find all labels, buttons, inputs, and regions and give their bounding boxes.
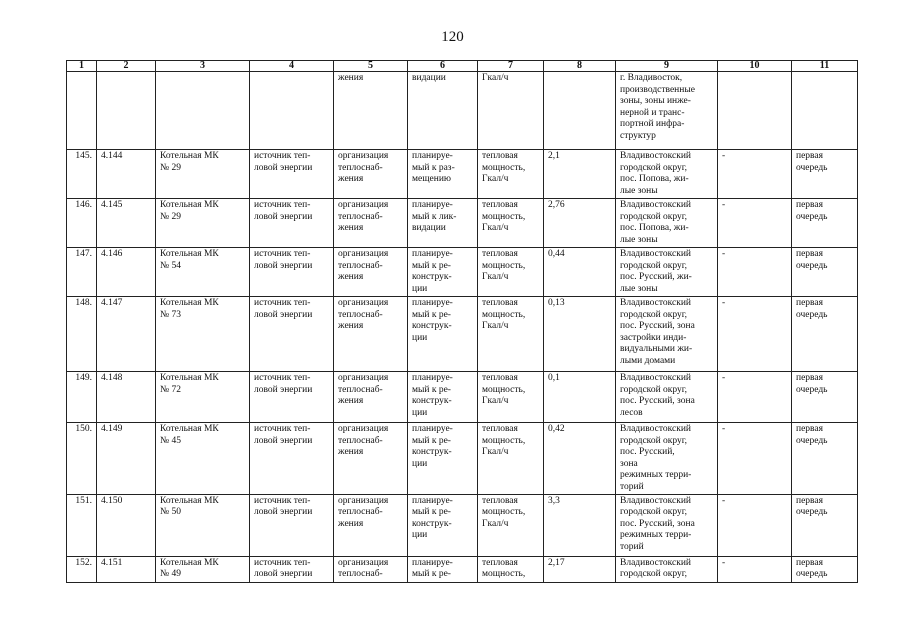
table-cell <box>156 556 250 582</box>
cell-text: г. Владивосток, производственные зоны, зоны инже- нерной и транс- портной инфра- структур <box>620 73 695 141</box>
cell-text: - <box>722 424 726 434</box>
cell-text: 2,1 <box>548 151 560 161</box>
cell-text: Котельная МК № 72 <box>160 373 219 395</box>
cell-text: тепловая мощность, Гкал/ч <box>482 495 526 529</box>
table-cell <box>718 423 792 495</box>
cell-text: Владивостокский городской округ, пос. Русский, зона лесов <box>620 373 695 418</box>
cell-text: источник теп- ловой энергии <box>254 200 313 222</box>
table-cell <box>478 150 544 199</box>
cell-text: планируе- мый к лик- видации <box>412 200 457 234</box>
table-cell <box>544 248 616 297</box>
table-cell <box>156 199 250 248</box>
cell-text: - <box>722 495 726 506</box>
table-row <box>67 297 858 372</box>
cell-text: видации <box>412 73 446 83</box>
cell-text: 3,3 <box>548 495 560 506</box>
cell-text: - <box>722 373 726 383</box>
table-cell <box>334 199 408 248</box>
table-cell <box>250 199 334 248</box>
data-table <box>66 60 858 583</box>
table-cell <box>478 556 544 582</box>
cell-text: - <box>722 249 726 259</box>
cell-text: первая очередь <box>796 200 828 222</box>
cell-text: Котельная МК № 29 <box>160 200 219 222</box>
table-cell <box>97 556 156 582</box>
table-cell <box>67 556 97 582</box>
table-cell <box>718 372 792 423</box>
table-cell <box>67 199 97 248</box>
cell-text: 4.150 <box>101 495 123 506</box>
table-cell <box>250 150 334 199</box>
table-cell <box>250 72 334 150</box>
table-cell <box>250 494 334 556</box>
table-row <box>67 494 858 556</box>
table-cell <box>544 494 616 556</box>
continuation-row <box>67 72 858 150</box>
table-cell <box>67 494 97 556</box>
column-header: 5 <box>334 61 408 72</box>
table-cell <box>544 556 616 582</box>
table-cell <box>408 297 478 372</box>
table-cell <box>97 248 156 297</box>
table-cell <box>718 72 792 150</box>
cell-text: 150. <box>75 424 92 434</box>
cell-text: Владивостокский городской округ, пос. Русский, зона застройки инди- видуальными жи- лыми домами <box>620 298 695 366</box>
table-cell <box>792 556 858 582</box>
table-row <box>67 150 858 199</box>
cell-text: 4.151 <box>101 557 123 568</box>
table-cell <box>408 150 478 199</box>
table-cell <box>544 423 616 495</box>
cell-text: 0,1 <box>548 373 560 383</box>
table-cell <box>97 423 156 495</box>
table-cell <box>334 494 408 556</box>
cell-text: - <box>722 557 726 568</box>
table-cell <box>478 494 544 556</box>
cell-text: первая очередь <box>796 249 828 271</box>
cell-text: тепловая мощность, Гкал/ч <box>482 249 526 283</box>
cell-text: Котельная МК № 49 <box>160 557 219 580</box>
cell-text: - <box>722 151 726 161</box>
table-cell <box>544 297 616 372</box>
table-cell <box>250 423 334 495</box>
table-cell <box>478 248 544 297</box>
table-cell <box>156 72 250 150</box>
column-header: 10 <box>718 61 792 72</box>
cell-text: источник теп- ловой энергии <box>254 373 313 395</box>
cell-text: организация теплоснаб- <box>338 557 389 580</box>
cell-text: 0,13 <box>548 298 565 308</box>
cell-text: 4.144 <box>101 151 123 161</box>
cell-text: Гкал/ч <box>482 73 509 83</box>
cell-text: Котельная МК № 50 <box>160 495 219 518</box>
cell-text: организация теплоснаб- жения <box>338 373 389 407</box>
table-row <box>67 199 858 248</box>
cell-text: 4.149 <box>101 424 123 434</box>
table-cell <box>250 556 334 582</box>
cell-text: Котельная МК № 45 <box>160 424 219 446</box>
table-cell <box>616 199 718 248</box>
table-cell <box>792 72 858 150</box>
table-cell <box>616 248 718 297</box>
table-cell <box>478 297 544 372</box>
table-cell <box>792 423 858 495</box>
cell-text: Владивостокский городской округ, пос. Русский, зона режимных терри- торий <box>620 495 695 552</box>
table-cell <box>67 248 97 297</box>
table-cell <box>616 494 718 556</box>
table-cell <box>97 494 156 556</box>
table-cell <box>718 150 792 199</box>
table-cell <box>616 423 718 495</box>
table-cell <box>250 248 334 297</box>
table-cell <box>156 494 250 556</box>
cell-text: организация теплоснаб- жения <box>338 151 389 185</box>
table-cell <box>408 248 478 297</box>
cell-text: 149. <box>75 373 92 383</box>
table-cell <box>408 199 478 248</box>
cell-text: тепловая мощность, <box>482 557 526 580</box>
table-cell <box>67 150 97 199</box>
cell-text: 4.146 <box>101 249 123 259</box>
cell-text: планируе- мый к ре- <box>412 557 453 580</box>
cell-text: 146. <box>75 200 92 210</box>
cell-text: тепловая мощность, Гкал/ч <box>482 151 526 185</box>
table-cell <box>334 423 408 495</box>
cell-text: источник теп- ловой энергии <box>254 495 313 518</box>
table-cell <box>408 372 478 423</box>
table-cell <box>334 372 408 423</box>
table-cell <box>544 72 616 150</box>
cell-text: Владивостокский городской округ, пос. Русский, зона режимных терри- торий <box>620 424 692 492</box>
cell-text: Владивостокский городской округ, пос. Русский, жи- лые зоны <box>620 249 692 294</box>
column-header: 11 <box>792 61 858 72</box>
table-cell <box>97 199 156 248</box>
cell-text: Котельная МК № 73 <box>160 298 219 320</box>
table-row <box>67 556 858 582</box>
cell-text: 152. <box>75 557 92 568</box>
cell-text: 145. <box>75 151 92 161</box>
column-header: 1 <box>67 61 97 72</box>
table-cell <box>408 423 478 495</box>
cell-text: 147. <box>75 249 92 259</box>
column-header: 4 <box>250 61 334 72</box>
cell-text: первая очередь <box>796 298 828 320</box>
cell-text: 4.145 <box>101 200 123 210</box>
table-cell <box>67 423 97 495</box>
cell-text: 4.148 <box>101 373 123 383</box>
table-cell <box>718 297 792 372</box>
table-cell <box>334 248 408 297</box>
cell-text: первая очередь <box>796 151 828 173</box>
table-cell <box>97 297 156 372</box>
cell-text: планируе- мый к ре- конструк- ции <box>412 424 453 469</box>
cell-text: организация теплоснаб- жения <box>338 495 389 529</box>
table-cell <box>616 150 718 199</box>
cell-text: Котельная МК № 54 <box>160 249 219 271</box>
cell-text: 0,44 <box>548 249 565 259</box>
table-cell <box>718 199 792 248</box>
cell-text: источник теп- ловой энергии <box>254 557 313 580</box>
cell-text: тепловая мощность, Гкал/ч <box>482 424 526 458</box>
column-header: 2 <box>97 61 156 72</box>
cell-text: - <box>722 298 726 308</box>
cell-text: 2,76 <box>548 200 565 210</box>
table-cell <box>792 150 858 199</box>
column-header: 9 <box>616 61 718 72</box>
cell-text: организация теплоснаб- жения <box>338 424 389 458</box>
table-cell <box>97 150 156 199</box>
cell-text: - <box>722 200 726 210</box>
header-row <box>67 61 858 72</box>
table-cell <box>478 72 544 150</box>
cell-text: 151. <box>75 495 92 506</box>
cell-text: 4.147 <box>101 298 123 308</box>
cell-text: первая очередь <box>796 557 828 580</box>
table-cell <box>792 297 858 372</box>
cell-text: Владивостокский городской округ, пос. Попова, жи- лые зоны <box>620 151 691 196</box>
cell-text: первая очередь <box>796 495 828 518</box>
table-cell <box>544 372 616 423</box>
cell-text: источник теп- ловой энергии <box>254 298 313 320</box>
table-cell <box>156 423 250 495</box>
table-cell <box>616 72 718 150</box>
table-cell <box>97 372 156 423</box>
table-cell <box>67 72 97 150</box>
table-cell <box>156 297 250 372</box>
table-cell <box>616 372 718 423</box>
table-cell <box>156 248 250 297</box>
table-cell <box>334 72 408 150</box>
cell-text: 0,42 <box>548 424 565 434</box>
table-cell <box>792 494 858 556</box>
table-row <box>67 248 858 297</box>
table-cell <box>334 150 408 199</box>
table-cell <box>156 372 250 423</box>
cell-text: источник теп- ловой энергии <box>254 151 313 173</box>
cell-text: Владивостокский городской округ, пос. Попова, жи- лые зоны <box>620 200 691 245</box>
cell-text: источник теп- ловой энергии <box>254 424 313 446</box>
table-cell <box>250 372 334 423</box>
table-cell <box>478 199 544 248</box>
cell-text: 2,17 <box>548 557 565 568</box>
cell-text: жения <box>338 73 364 83</box>
table-row <box>67 423 858 495</box>
table-cell <box>334 297 408 372</box>
column-header: 7 <box>478 61 544 72</box>
table-cell <box>792 199 858 248</box>
cell-text: первая очередь <box>796 373 828 395</box>
table-cell <box>408 556 478 582</box>
table-cell <box>67 297 97 372</box>
column-header: 8 <box>544 61 616 72</box>
cell-text: первая очередь <box>796 424 828 446</box>
table-row <box>67 372 858 423</box>
cell-text: организация теплоснаб- жения <box>338 298 389 332</box>
table-cell <box>250 297 334 372</box>
table-cell <box>718 248 792 297</box>
cell-text: организация теплоснаб- жения <box>338 249 389 283</box>
table-cell <box>792 248 858 297</box>
cell-text: планируе- мый к ре- конструк- ции <box>412 298 453 343</box>
column-header: 3 <box>156 61 250 72</box>
cell-text: планируе- мый к ре- конструк- ции <box>412 249 453 294</box>
cell-text: планируе- мый к ре- конструк- ции <box>412 373 453 418</box>
cell-text: тепловая мощность, Гкал/ч <box>482 373 526 407</box>
page-number: 120 <box>441 29 464 45</box>
table-cell <box>334 556 408 582</box>
cell-text: Владивостокский городской округ, <box>620 557 691 580</box>
table-cell <box>616 297 718 372</box>
table-cell <box>544 150 616 199</box>
table-cell <box>544 199 616 248</box>
cell-text: организация теплоснаб- жения <box>338 200 389 234</box>
table-cell <box>718 556 792 582</box>
cell-text: 148. <box>75 298 92 308</box>
table-cell <box>408 494 478 556</box>
table-cell <box>408 72 478 150</box>
table-cell <box>478 423 544 495</box>
column-header: 6 <box>408 61 478 72</box>
table-cell <box>792 372 858 423</box>
table-cell <box>156 150 250 199</box>
cell-text: Котельная МК № 29 <box>160 151 219 173</box>
table-cell <box>616 556 718 582</box>
table-cell <box>97 72 156 150</box>
cell-text: источник теп- ловой энергии <box>254 249 313 271</box>
cell-text: тепловая мощность, Гкал/ч <box>482 298 526 332</box>
table-cell <box>67 372 97 423</box>
cell-text: тепловая мощность, Гкал/ч <box>482 200 526 234</box>
cell-text: планируе- мый к раз- мещению <box>412 151 455 185</box>
table-cell <box>718 494 792 556</box>
cell-text: планируе- мый к ре- конструк- ции <box>412 495 453 541</box>
table-cell <box>478 372 544 423</box>
